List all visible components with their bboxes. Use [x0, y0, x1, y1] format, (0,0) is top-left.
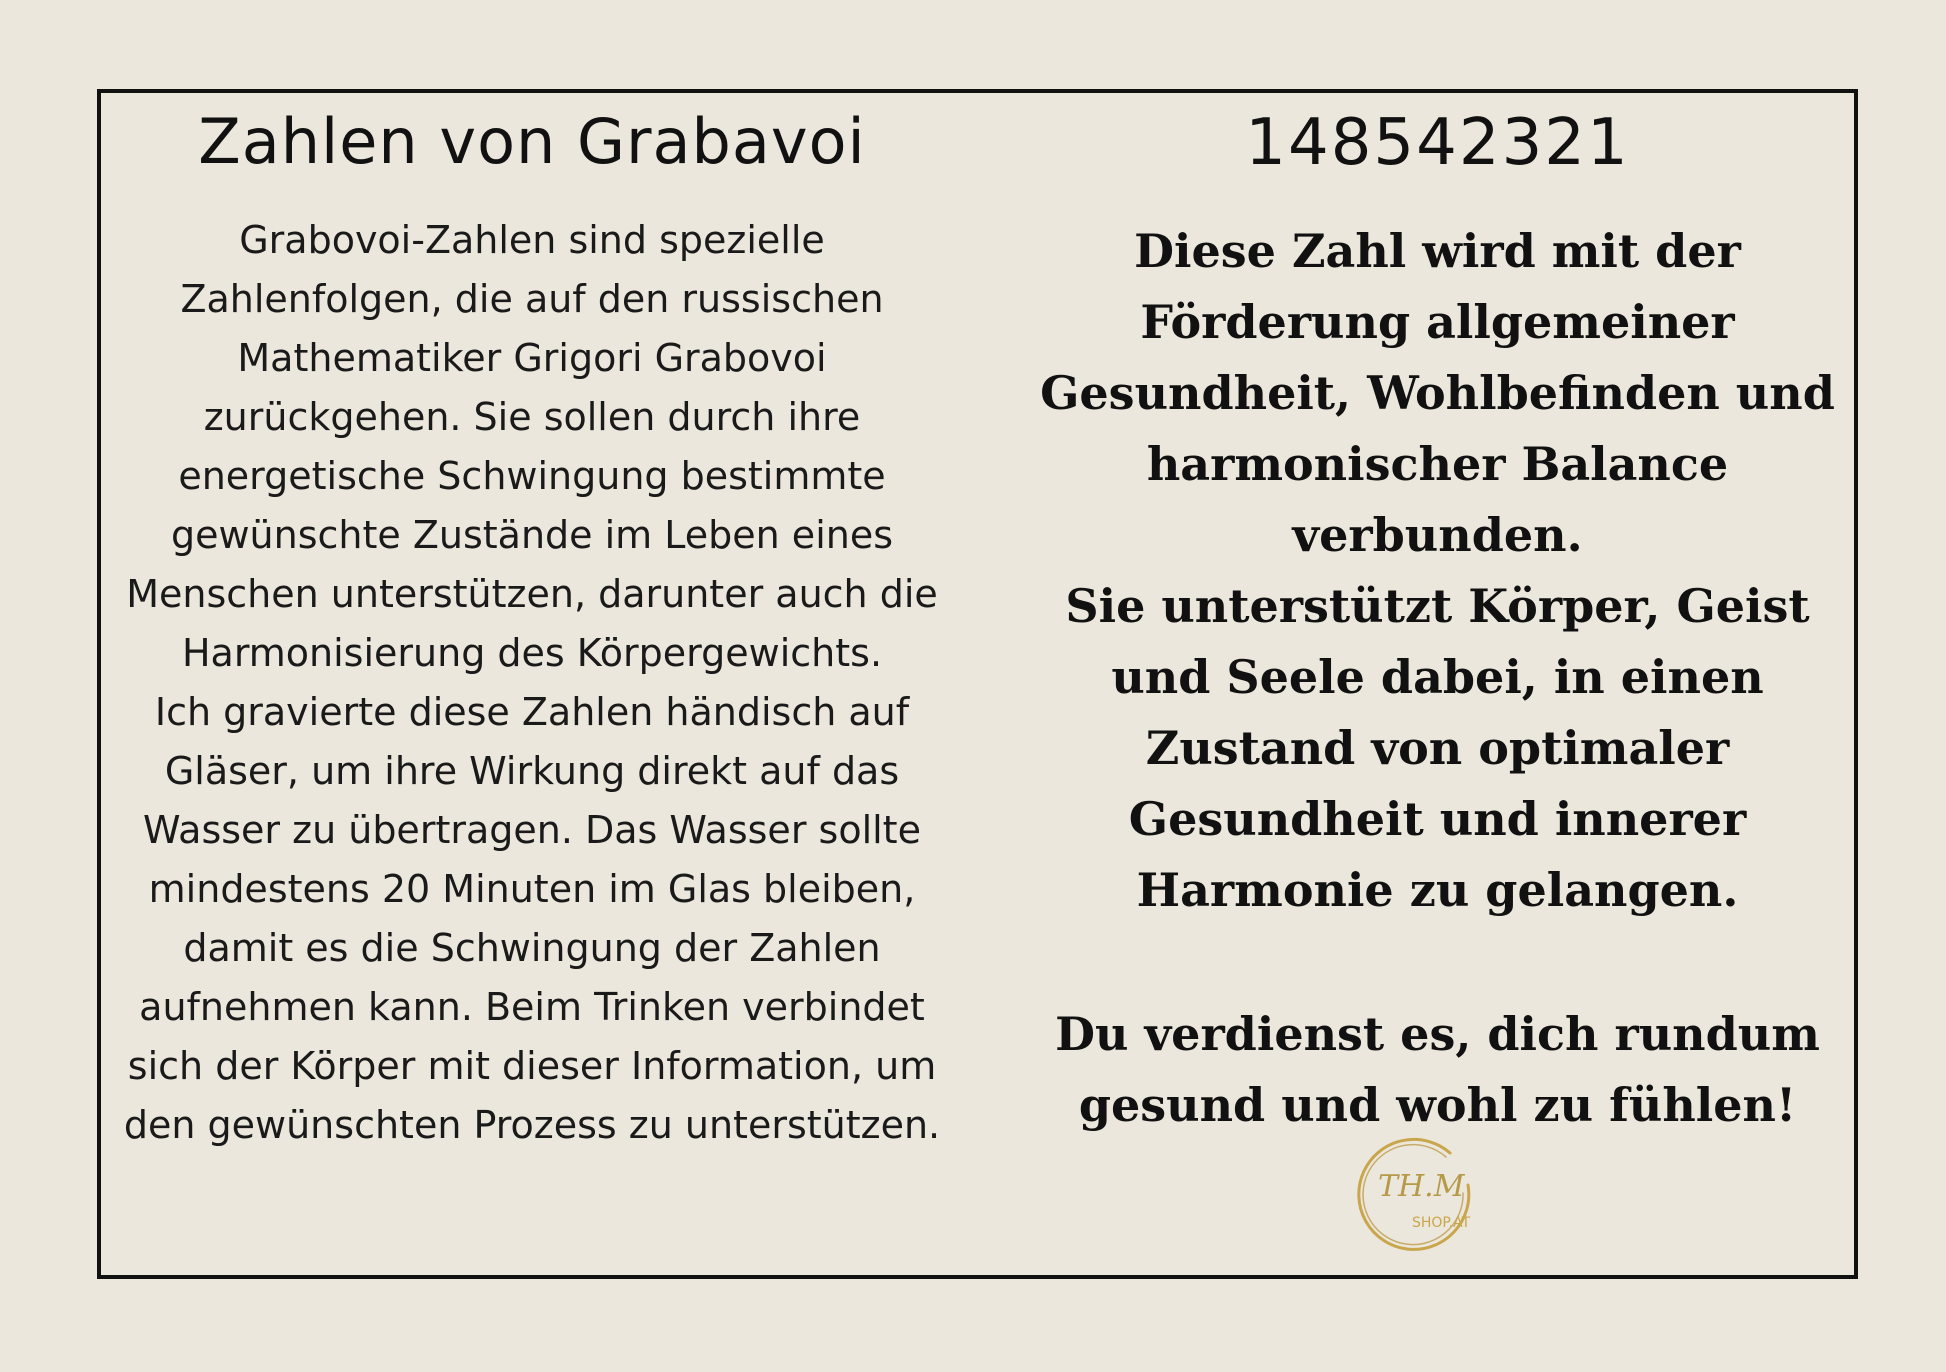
right-column [1021, 93, 1854, 1275]
page-title: Zahlen von Grabavoi [198, 105, 866, 178]
closing-affirmation: Du verdienst es, dich rundum gesund und wohl zu fühlen! [1055, 1006, 1820, 1132]
grabovoi-number: 148542321 [1245, 106, 1630, 180]
info-card [97, 89, 1858, 1279]
number-meaning [1021, 216, 1854, 926]
meaning-paragraph-1: Diese Zahl wird mit der Förderung allgemeiner Gesundheit, Wohlbefinden und harmonischer Balance verbunden. [1040, 223, 1835, 562]
logo-letters: TH.M [1378, 1169, 1465, 1204]
brand-logo [1350, 1135, 1480, 1265]
description-paragraph-1: Grabovoi-Zahlen sind spezielle Zahlenfolgen, die auf den russischen Mathematiker Grigori Grabovoi zurückgehen. Sie sollen durch ihre energetische Schwingung bestimmte gewünschte Zustände im Leben eines Menschen unterstützen, darunter auch die Harmonisierung des Körpergewichts. [126, 218, 938, 676]
logo-subtext: SHOP.AT [1412, 1215, 1471, 1231]
left-column [101, 93, 963, 1275]
meaning-paragraph-2: Sie unterstützt Körper, Geist und Seele dabei, in einen Zustand von optimaler Gesundheit und innerer Harmonie zu gelangen. [1065, 578, 1810, 917]
description-text [111, 211, 953, 1155]
description-paragraph-2: Ich gravierte diese Zahlen händisch auf Gläser, um ihre Wirkung direkt auf das Wasser zu übertragen. Das Wasser sollte mindestens 20 Minuten im Glas bleiben, damit es die Schwingung der Zahlen aufnehmen kann. Beim Trinken verbindet sich der Körper mit dieser Information, um den gewünschten Prozess zu unterstützen. [123, 690, 941, 1148]
